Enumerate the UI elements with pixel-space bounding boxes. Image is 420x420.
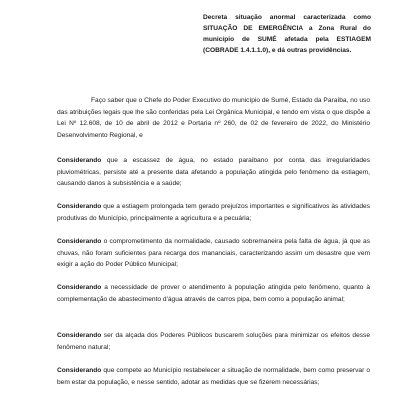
- decree-intro-paragraph: Faço saber que o Chefe do Poder Executivo do município de Sumé, Estado da Paraíba, no uso das atribuições legais que lhe são conferidas pela Lei Orgânica Municipal, e tendo em vista o que dispõe a Lei Nº 12.608, de 10 de abril de 2012 e Portaria nº 260, de 02 de fevereiro de 2022, do Ministério Desenvolvimento Regional, e: [57, 97, 370, 139]
- considerando-keyword: Considerando: [57, 238, 102, 245]
- considerando-text: que a escassez de água, no estado paraibano por conta das irregularidades pluviométricas, persiste até a presente data afetando a população atingida pelo fenômeno da estiagem, causando danos à subsistência e a saúde;: [57, 157, 370, 187]
- document-header: [44, 0, 236, 1]
- considerando-text: a necessidade de prover o atendimento à população atingida pelo fenômeno, quanto à complementação de abastecimento d'água através de carros pipa, bem como a população animal;: [57, 284, 370, 303]
- considerando-paragraph: [57, 330, 370, 353]
- considerando-text: que compete ao Município restabelecer a situação de normalidade, bem como preservar o bem estar da população, e nesse sentido, adotar as medidas que se fizerem necessárias;: [57, 367, 370, 386]
- considerando-paragraph: [57, 201, 370, 224]
- considerando-keyword: Considerando: [57, 332, 102, 339]
- considerando-text: o comprometimento da normalidade, causado sobremaneira pela falta de água, já que as chuvas, não foram suficientes para recarga dos mananciais, caracterizando assim um desastre que vem exigir a ação do Poder Público Municipal;: [57, 238, 370, 268]
- considerando-paragraph: [57, 365, 370, 388]
- considerando-keyword: Considerando: [57, 157, 102, 164]
- considerando-keyword: Considerando: [57, 203, 102, 210]
- considerando-paragraph: [57, 236, 370, 271]
- considerando-keyword: Considerando: [57, 367, 102, 374]
- considerando-paragraph: [57, 155, 370, 190]
- considerando-text: que a estiagem prolongada tem gerado prejuízos importantes e significativos às atividades produtivas do Município, principalmente a agricultura e a pecuária;: [57, 203, 370, 222]
- considerando-text: ser da alçada dos Poderes Públicos buscarem soluções para minimizar os efeitos desse fenômeno natural;: [57, 332, 370, 351]
- decree-ementa: Decreta situação anormal caracterizada como SITUAÇÃO DE EMERGÊNCIA a Zona Rural do município de SUMÉ afetada pela ESTIAGEM (COBRADE 1.4.1.1.0), e dá outras providências.: [203, 14, 371, 54]
- considerando-paragraph: [57, 282, 370, 305]
- considerando-keyword: Considerando: [57, 284, 102, 291]
